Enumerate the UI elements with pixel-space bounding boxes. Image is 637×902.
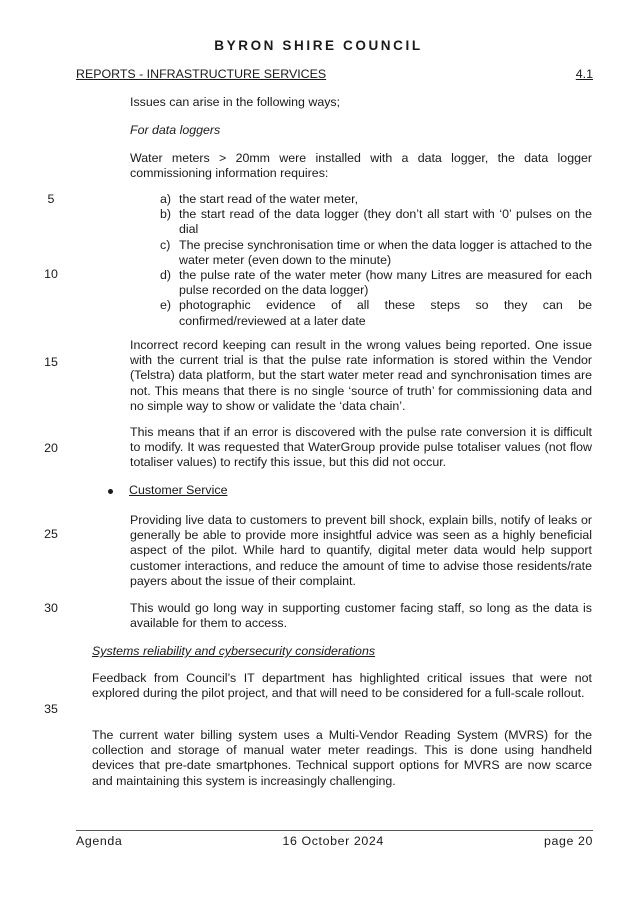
staff-support-paragraph: This would go long way in supporting customer facing staff, so long as the data is available for them to access.	[130, 601, 592, 631]
list-text: the start read of the data logger (they don’t all start with ‘0’ pulses on the dial	[179, 207, 592, 237]
line-number: 25	[44, 527, 58, 541]
footer-page: page 20	[543, 834, 593, 848]
line-number: 10	[44, 267, 58, 281]
report-header	[76, 67, 593, 82]
intro-text: Issues can arise in the following ways;	[130, 95, 341, 109]
council-name: BYRON SHIRE COUNCIL	[214, 38, 423, 53]
list-item	[160, 298, 592, 328]
live-data-paragraph: Providing live data to customers to prevent bill shock, explain bills, notify of leaks or generally be able to provide more insightful advice was seen as a highly beneficial aspect of the pilot. While hard to quantify, digital meter data would help support customer interactions, and reduce the amount of time to advise those residents/rate payers about the issue of their complaint.	[130, 513, 592, 588]
feedback-paragraph: Feedback from Council’s IT department has highlighted critical issues that were not explored during the pilot project, and that will need to be considered for a full-scale rollout.	[92, 671, 592, 701]
billing-system-paragraph: The current water billing system uses a Multi-Vendor Reading System (MVRS) for the collection and storage of manual water meter readings. This is done using handheld devices that pre-date smartphones. Technical support options for MVRS are now scarce and maintaining this system is increasingly challenging.	[92, 728, 592, 788]
list-text: the pulse rate of the water meter (how many Litres are measured for each pulse recorded on the data logger)	[179, 268, 592, 298]
list-letter: b)	[160, 207, 172, 222]
customer-service-bullet	[108, 483, 227, 498]
list-letter: d)	[160, 268, 172, 283]
bullet-icon	[108, 489, 113, 494]
list-item	[160, 268, 592, 298]
commissioning-list	[160, 192, 592, 329]
data-loggers-heading: For data loggers	[130, 123, 221, 137]
list-letter: c)	[160, 237, 171, 252]
systems-heading: Systems reliability and cybersecurity considerations	[92, 644, 376, 658]
list-letter: a)	[160, 192, 172, 206]
line-number: 30	[44, 601, 58, 615]
report-number: 4.1	[575, 67, 593, 81]
list-text: the start read of the water meter,	[179, 192, 359, 206]
list-item	[160, 207, 592, 237]
list-text: photographic evidence of all these steps so they can be confirmed/reviewed at a later date	[179, 298, 592, 328]
page-footer	[76, 834, 593, 849]
footer-agenda: Agenda	[76, 834, 123, 848]
report-title: REPORTS - INFRASTRUCTURE SERVICES	[76, 67, 327, 81]
line-number: 5	[47, 192, 55, 206]
footer-divider	[76, 830, 593, 831]
customer-service-heading: Customer Service	[129, 483, 228, 497]
list-text: The precise synchronisation time or when the data logger is attached to the water meter (even down to the minute)	[179, 237, 592, 267]
list-letter: e)	[160, 298, 172, 313]
pulse-error-paragraph: This means that if an error is discovered with the pulse rate conversion it is difficult to modify. It was requested that WaterGroup provide pulse totaliser values (not flow totaliser values) to rectify this issue, but this did not occur.	[130, 425, 592, 470]
line-number: 15	[44, 355, 58, 369]
list-item	[160, 238, 592, 268]
water-meters-paragraph: Water meters > 20mm were installed with a data logger, the data logger commissioning information requires:	[130, 151, 592, 181]
incorrect-record-paragraph: Incorrect record keeping can result in the wrong values being reported. One issue with the current trial is that the pulse rate information is stored within the Vendor (Telstra) data platform, but the start water meter read and synchronisation times are not. This means that there is no single ‘source of truth’ for commissioning data and no simple way to show or validate the ‘data chain’.	[130, 338, 592, 413]
line-number: 35	[44, 702, 58, 716]
list-item	[160, 192, 592, 207]
footer-date: 16 October 2024	[282, 834, 384, 848]
line-number: 20	[44, 441, 58, 455]
